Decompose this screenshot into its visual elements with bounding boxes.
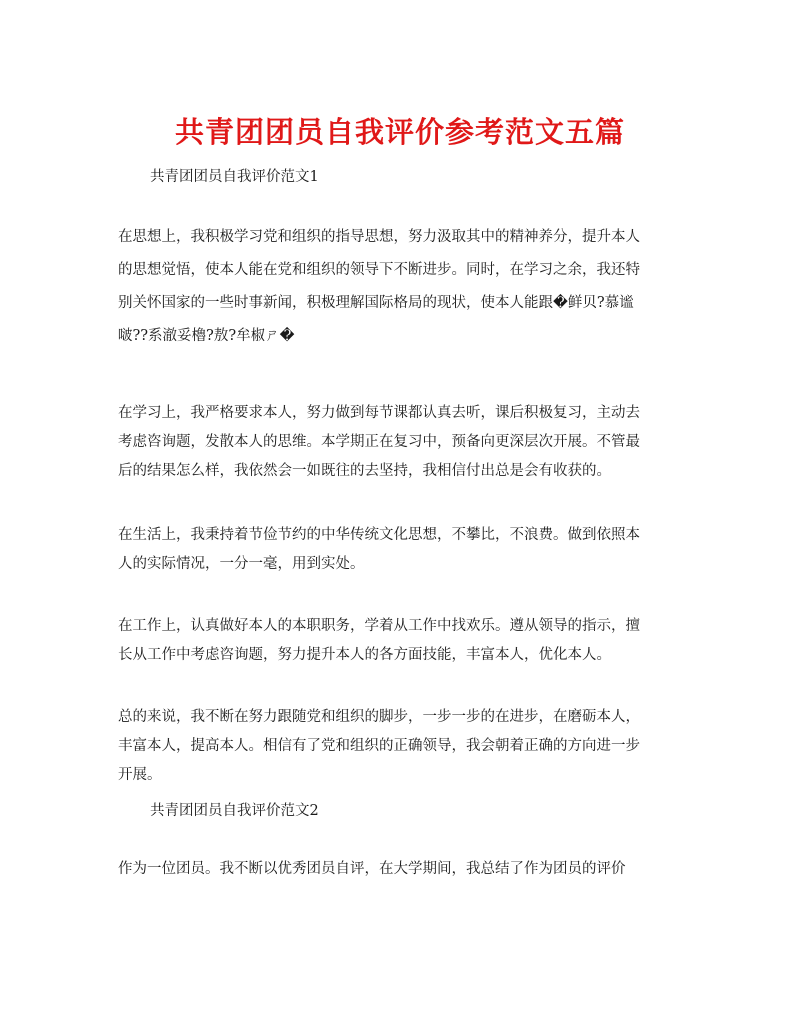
paragraph-life [118, 524, 688, 582]
paragraph-thought [118, 226, 688, 358]
paragraph-study [118, 402, 688, 489]
section-heading-2: 共青团团员自我评价范文2 [150, 803, 319, 819]
paragraph-line: 在生活上，我秉持着节俭节约的中华传统文化思想，不攀比，不浪费。做到依照本 [118, 527, 640, 543]
paragraph-line: 在思想上，我积极学习党和组织的指导思想，努力汲取其中的精神养分，提升本人 [118, 229, 640, 245]
paragraph-line: 别关怀国家的一些时事新闻，积极理解国际格局的现状，使本人能跟�鲜贝?慕谧 [118, 295, 634, 311]
document-title: 共青团团员自我评价参考范文五篇 [174, 115, 625, 149]
paragraph-line: 在学习上，我严格要求本人，努力做到每节课都认真去听，课后积极复习，主动去 [118, 405, 640, 421]
paragraph-line: 的思想觉悟，使本人能在党和组织的领导下不断进步。同时，在学习之余，我还特 [118, 262, 640, 278]
section-heading-1: 共青团团员自我评价范文1 [150, 169, 319, 185]
paragraph-line: 啵??系澈妥櫓?敖?牟椒ㄕ� [118, 328, 295, 344]
paragraph-line: 丰富本人，提高本人。相信有了党和组织的正确领导，我会朝着正确的方向进一步 [118, 738, 640, 754]
paragraph-line: 在工作上，认真做好本人的本职职务，学着从工作中找欢乐。遵从领导的指示，擅 [118, 618, 640, 634]
paragraph-line: 人的实际情况，一分一毫，用到实处。 [118, 556, 365, 572]
paragraph-work [118, 615, 688, 673]
paragraph-line: 后的结果怎么样，我依然会一如既往的去坚持，我相信付出总是会有收获的。 [118, 463, 611, 479]
paragraph-line: 开展。 [118, 767, 162, 783]
paragraph-section2-intro [118, 858, 688, 880]
paragraph-summary [118, 706, 688, 793]
paragraph-line: 长从工作中考虑咨询题，努力提升本人的各方面技能，丰富本人，优化本人。 [118, 647, 611, 663]
paragraph-line: 总的来说，我不断在努力跟随党和组织的脚步，一步一步的在进步，在磨砺本人， [118, 709, 640, 725]
paragraph-line: 作为一位团员。我不断以优秀团员自评，在大学期间，我总结了作为团员的评价 [118, 861, 626, 877]
paragraph-line: 考虑咨询题，发散本人的思维。本学期正在复习中，预备向更深层次开展。不管最 [118, 434, 640, 450]
